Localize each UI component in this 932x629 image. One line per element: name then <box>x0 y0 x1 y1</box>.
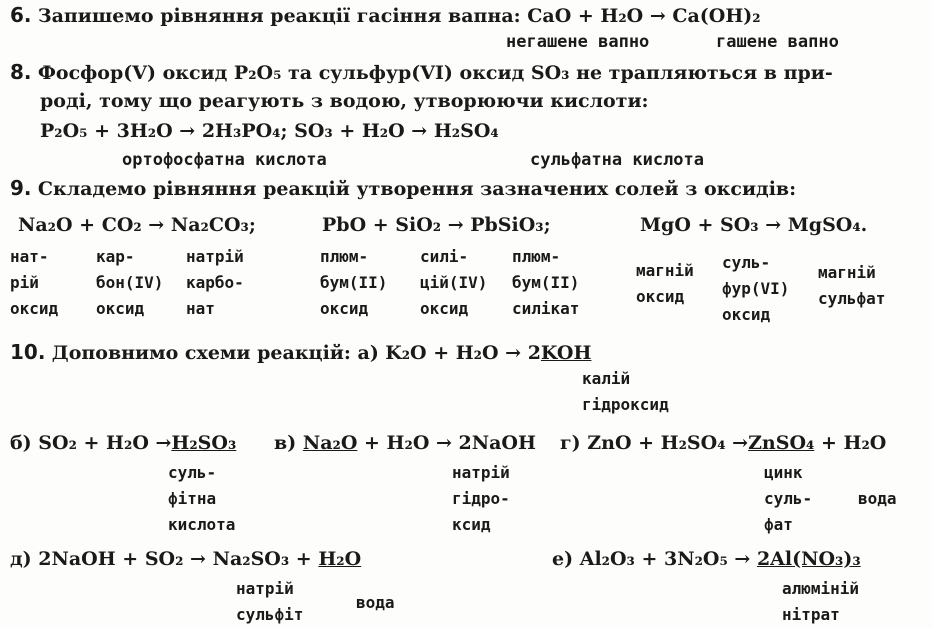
equation-d-tail: + H₂O <box>814 432 887 454</box>
paragraph-9 <box>10 178 796 199</box>
label-orthophosphoric-acid: ортофосфатна кислота <box>122 150 327 170</box>
label-potassium-hydroxide: калій гідроксид <box>582 369 669 414</box>
label-magnesium-sulfate: магній сульфат <box>818 263 886 308</box>
product-zinc-sulfate: ZnSO₄ <box>748 432 815 454</box>
paragraph-text: Запишемо рівняння реакції гасіння вапна: CaO + H₂O → Ca(OH)₂ <box>37 5 761 27</box>
label-sodium-oxide: нат- рій оксид <box>10 247 59 318</box>
paragraph-number: 6. <box>10 3 32 27</box>
item-letter: в) <box>274 432 297 454</box>
label-sodium-carbonate: натрій карбо- нат <box>186 247 244 318</box>
equation-lead-silicate: PbO + SiO₂ → PbSiO₃; <box>322 214 551 236</box>
label-zinc-sulfate: цинк суль- фат <box>764 463 813 534</box>
label-sodium-sulfite: натрій сульфіт <box>236 579 304 624</box>
equation-d-reactants: ZnO + H₂SO₄ → <box>587 432 749 454</box>
paragraph-text: Складемо рівняння реакцій утворення зазначених солей з оксидів: <box>37 178 797 200</box>
paragraph-8-line-2: роді, тому що реагують з водою, утворюючи кислоти: <box>40 90 649 112</box>
product-water-e: H₂O <box>318 548 362 570</box>
item-letter: е) <box>552 548 574 570</box>
product-aluminium-nitrate: 2Al(NO₃)₃ <box>756 548 861 570</box>
reactant-sodium-oxide: Na₂O <box>302 432 358 454</box>
paragraph-6 <box>10 5 761 26</box>
label-water-d: вода <box>858 489 897 508</box>
paragraph-number: 8. <box>10 60 32 84</box>
equation-d <box>560 434 886 453</box>
paragraph-number: 9. <box>10 176 32 200</box>
equation-f <box>552 550 861 569</box>
label-lead-silicate: плюм- бум(II) силікат <box>512 247 580 318</box>
equation-e-main: 2NaOH + SO₂ → Na₂SO₃ + <box>38 548 312 570</box>
item-letter: г) <box>560 432 581 454</box>
product-potassium-hydroxide: KOH <box>540 342 592 364</box>
label-silicon-oxide: силі- цій(IV) оксид <box>420 247 488 318</box>
product-sulfurous-acid: H₂SO₃ <box>171 432 237 454</box>
paragraph-text: Доповнимо схеми реакцій: а) <box>51 342 379 364</box>
equation-c-rest: + H₂O → 2NaOH <box>357 432 536 454</box>
label-sulfurous-acid: суль- фітна кислота <box>168 463 236 534</box>
equation-f-reactants: Al₂O₃ + 3N₂O₅ → <box>579 548 751 570</box>
paragraph-text: Фосфор(V) оксид P₂O₅ та сульфур(VI) оксид SO₃ не трапляються в при- <box>37 62 833 84</box>
paragraph-10 <box>10 342 591 363</box>
label-carbon-oxide: кар- бон(IV) оксид <box>96 247 164 318</box>
label-magnesium-oxide: магній оксид <box>636 261 694 306</box>
paragraph-8-line-1 <box>10 62 833 83</box>
equation-e <box>10 550 361 569</box>
equation-sodium-carbonate: Na₂O + CO₂ → Na₂CO₃; <box>18 214 256 236</box>
label-slaked-lime: гашене вапно <box>716 32 839 52</box>
item-letter: б) <box>10 432 32 454</box>
label-aluminium-nitrate: алюміній нітрат <box>782 579 860 624</box>
label-sulfur-oxide: суль- фур(VI) оксид <box>722 253 790 324</box>
label-water-e: вода <box>356 593 395 612</box>
equation-phosphoric-sulfuric: P₂O₅ + 3H₂O → 2H₃PO₄; SO₃ + H₂O → H₂SO₄ <box>40 120 499 142</box>
equation-a: K₂O + H₂O → 2 <box>385 342 541 364</box>
equation-b <box>10 434 236 453</box>
equation-magnesium-sulfate: MgO + SO₃ → MgSO₄. <box>640 214 868 236</box>
label-slaked-lime-raw: негашене вапно <box>506 32 650 52</box>
equation-b-reactants: SO₂ + H₂O → <box>38 432 172 454</box>
item-letter: д) <box>10 548 32 570</box>
equation-c <box>274 434 536 453</box>
label-lead-oxide: плюм- бум(II) оксид <box>320 247 388 318</box>
label-sulfuric-acid: сульфатна кислота <box>530 150 704 170</box>
label-sodium-hydroxide: натрій гідро- ксид <box>452 463 510 534</box>
paragraph-number: 10. <box>10 340 46 364</box>
